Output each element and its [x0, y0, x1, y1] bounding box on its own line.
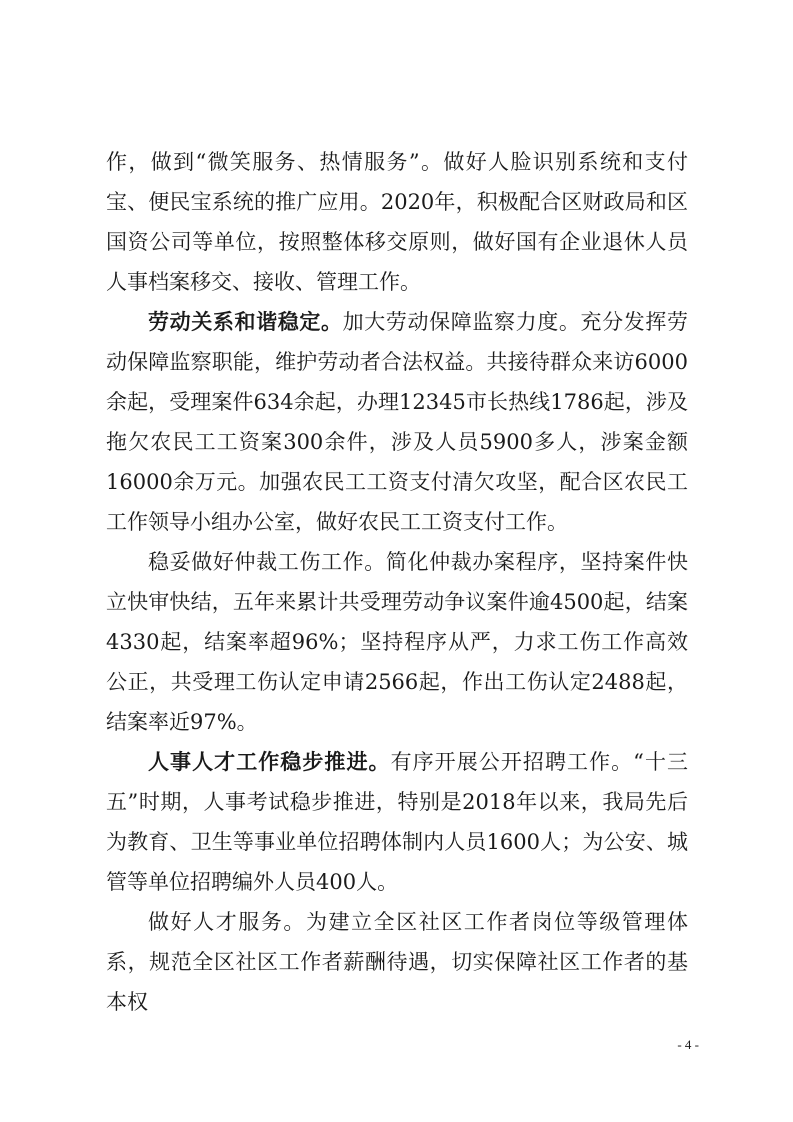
paragraph-1 [106, 142, 688, 302]
paragraph-5 [106, 902, 688, 1022]
paragraph-4-text: 有序开展公开招聘工作。“十三五”时期，人事考试稳步推进，特别是2018年以来，我局先后为教育、卫生等事业单位招聘体制内人员1600人；为公安、城管等单位招聘编外人员400人。 [106, 750, 688, 894]
paragraph-3-text: 稳妥做好仲裁工伤工作。简化仲裁办案程序，坚持案件快立快审快结，五年来累计共受理劳动争议案件逾4500起，结案4330起，结案率超96%；坚持程序从严，力求工伤工作高效公正，共受理工伤认定申请2566起，作出工伤认定2488起，结案率近97%。 [106, 550, 688, 734]
section-heading-labor-relations: 劳动关系和谐稳定。 [148, 310, 343, 334]
paragraph-5-text: 做好人才服务。为建立全区社区工作者岗位等级管理体系，规范全区社区工作者薪酬待遇，切实保障社区工作者的基本权 [106, 910, 688, 1014]
page-number: - 4 - [677, 1037, 699, 1052]
paragraph-2 [106, 302, 688, 542]
paragraph-1-text: 作，做到“微笑服务、热情服务”。做好人脸识别系统和支付宝、便民宝系统的推广应用。2020年，积极配合区财政局和区国资公司等单位，按照整体移交原则，做好国有企业退休人员人事档案移交、接收、管理工作。 [106, 150, 688, 294]
paragraph-3 [106, 542, 688, 742]
paragraph-2-text: 加大劳动保障监察力度。充分发挥劳动保障监察职能，维护劳动者合法权益。共接待群众来访6000余起，受理案件634余起，办理12345市长热线1786起，涉及拖欠农民工工资案300余件，涉及人员5900多人，涉案金额16000余万元。加强农民工工资支付清欠攻坚，配合区农民工工作领导小组办公室，做好农民工工资支付工作。 [106, 310, 688, 534]
paragraph-4 [106, 742, 688, 902]
document-body [106, 142, 688, 1022]
section-heading-personnel-talent: 人事人才工作稳步推进。 [148, 750, 391, 774]
